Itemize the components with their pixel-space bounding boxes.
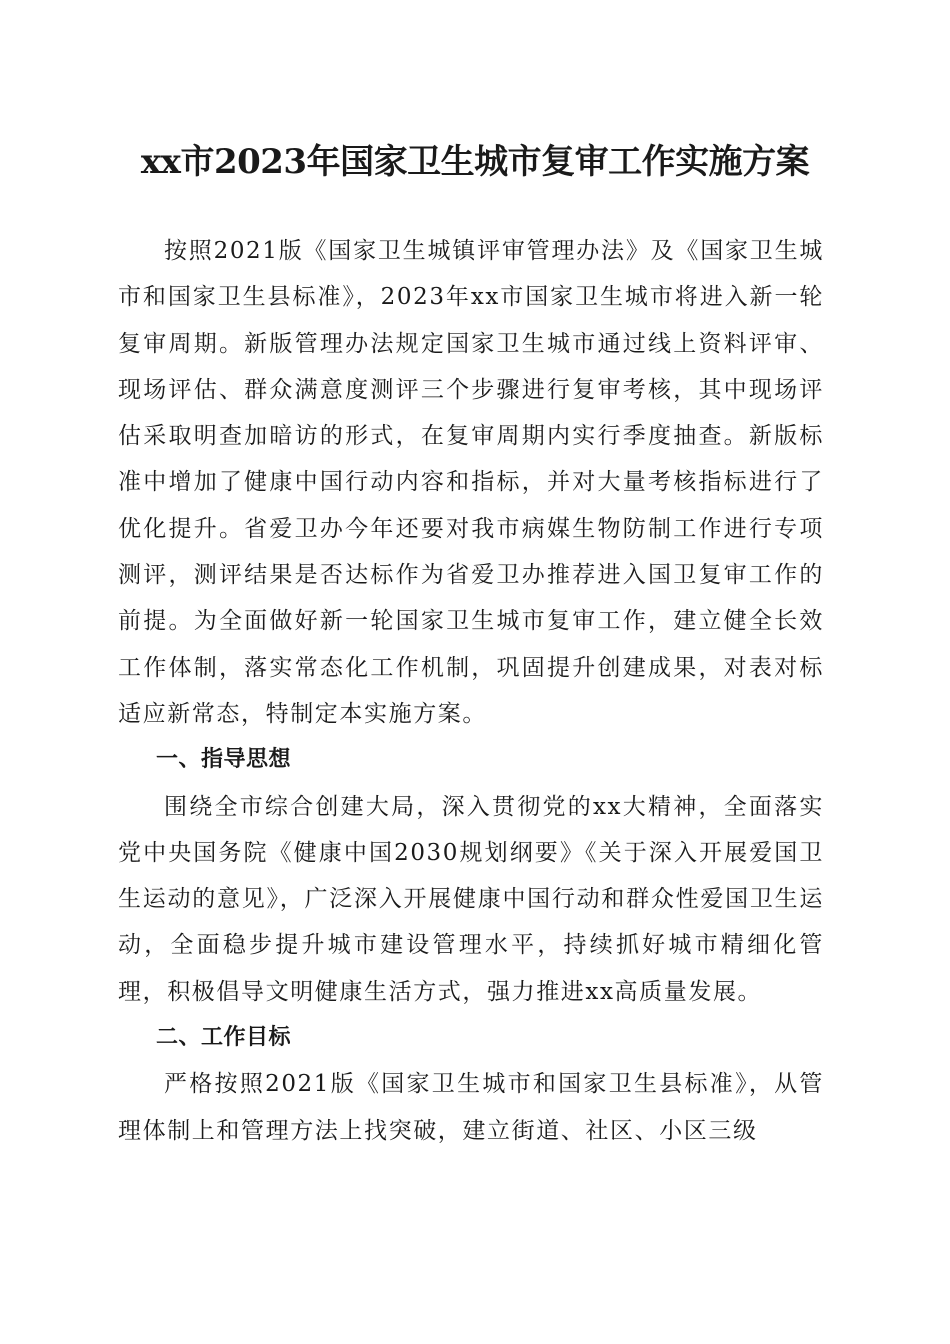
work-goals-paragraph: 严格按照2021版《国家卫生城市和国家卫生县标准》，从管理体制上和管理方法上找突破，建立街道、社区、小区三级 — [118, 1071, 824, 1144]
document-title: xx市2023年国家卫生城市复审工作实施方案 — [140, 142, 810, 182]
guiding-ideology-paragraph: 围绕全市综合创建大局，深入贯彻党的xx大精神，全面落实党中央国务院《健康中国2030规划纲要》《关于深入开展爱国卫生运动的意见》，广泛深入开展健康中国行动和群众性爱国卫生运动，全面稳步提升城市建设管理水平，持续抓好城市精细化管理，积极倡导文明健康生活方式，强力推进xx高质量发展。 — [118, 793, 824, 1005]
intro-paragraph: 按照2021版《国家卫生城镇评审管理办法》及《国家卫生城市和国家卫生县标准》，2023年xx市国家卫生城市将进入新一轮复审周期。新版管理办法规定国家卫生城市通过线上资料评审、现场评估、群众满意度测评三个步骤进行复审考核，其中现场评估采取明查加暗访的形式，在复审周期内实行季度抽查。新版标准中增加了健康中国行动内容和指标，并对大量考核指标进行了优化提升。省爱卫办今年还要对我市病媒生物防制工作进行专项测评，测评结果是否达标作为省爱卫办推荐进入国卫复审工作的前提。为全面做好新一轮国家卫生城市复审工作，建立健全长效工作体制，落实常态化工作机制，巩固提升创建成果，对表对标适应新常态，特制定本实施方案。 — [118, 238, 824, 727]
section-heading-guiding-ideology: 一、指导思想 — [156, 747, 292, 773]
section-heading-work-goals: 二、工作目标 — [156, 1025, 292, 1051]
document-body — [118, 228, 824, 1154]
